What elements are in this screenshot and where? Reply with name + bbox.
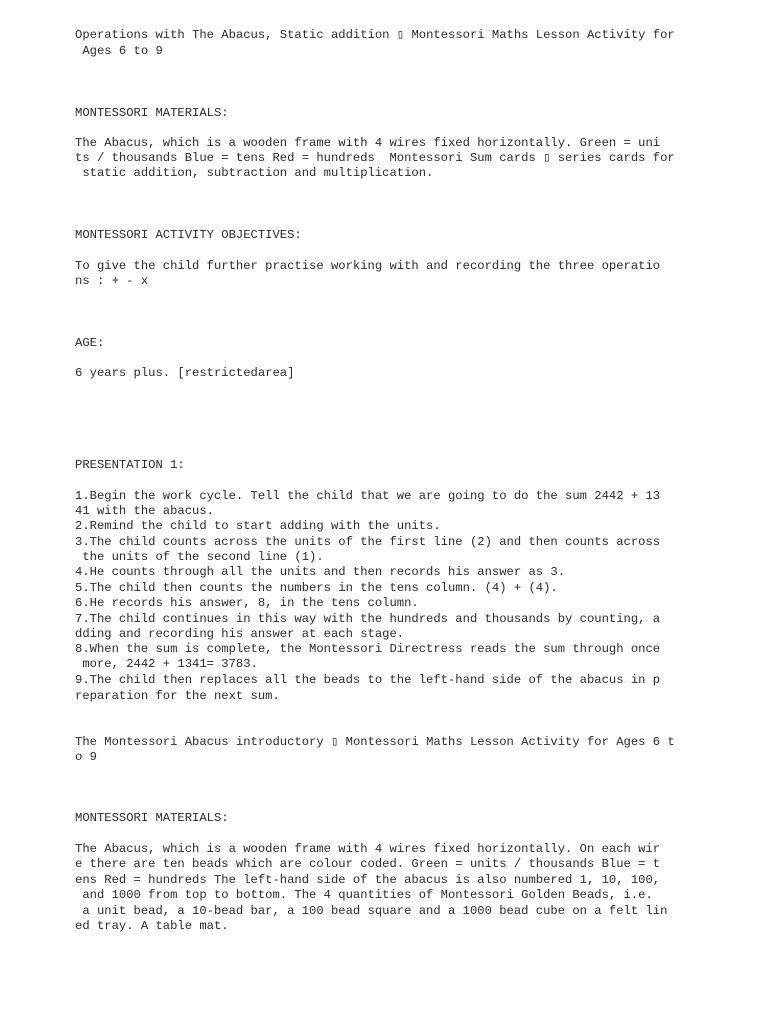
section-heading-age: AGE:	[75, 336, 105, 350]
section-heading-materials: MONTESSORI MATERIALS:	[75, 811, 229, 825]
presentation-step-line: 8.When the sum is complete, the Montessori Directress reads the sum through once	[75, 642, 661, 656]
section-heading-presentation: PRESENTATION 1:	[75, 458, 185, 472]
presentation-step-line: the units of the second line (1).	[75, 550, 324, 564]
presentation-step-line: 4.He counts through all the units and then records his answer as 3.	[75, 565, 566, 579]
presentation-step-line: 1.Begin the work cycle. Tell the child that we are going to do the sum 2442 + 13	[75, 489, 661, 503]
materials-text-line: ens Red = hundreds The left-hand side of the abacus is also numbered 1, 10, 100,	[75, 873, 661, 887]
presentation-step-line: reparation for the next sum.	[75, 689, 280, 703]
materials-text-line: ed tray. A table mat.	[75, 919, 229, 933]
materials-text-line: The Abacus, which is a wooden frame with 4 wires fixed horizontally. Green = uni	[75, 136, 661, 150]
presentation-step-line: more, 2442 + 1341= 3783.	[75, 657, 258, 671]
presentation-step-line: dding and recording his answer at each stage.	[75, 627, 405, 641]
materials-text-line: e there are ten beads which are colour coded. Green = units / thousands Blue = t	[75, 857, 661, 871]
doc-subtitle-line-1: The Montessori Abacus introductory ▯ Montessori Maths Lesson Activity for Ages 6 t	[75, 735, 675, 749]
section-heading-materials: MONTESSORI MATERIALS:	[75, 106, 229, 120]
presentation-step-line: 3.The child counts across the units of the first line (2) and then counts across	[75, 535, 661, 549]
materials-text-line: and 1000 from top to bottom. The 4 quantities of Montessori Golden Beads, i.e.	[75, 888, 653, 902]
objectives-text-line: ns : + - x	[75, 274, 149, 288]
presentation-step-line: 41 with the abacus.	[75, 504, 214, 518]
objectives-text-line: To give the child further practise working with and recording the three operatio	[75, 259, 661, 273]
presentation-step-line: 7.The child continues in this way with the hundreds and thousands by counting, a	[75, 612, 661, 626]
section-heading-objectives: MONTESSORI ACTIVITY OBJECTIVES:	[75, 228, 302, 242]
presentation-step-line: 9.The child then replaces all the beads to the left-hand side of the abacus in p	[75, 673, 661, 687]
materials-text-line: a unit bead, a 10-bead bar, a 100 bead square and a 1000 bead cube on a felt lin	[75, 904, 668, 918]
age-text: 6 years plus. [restrictedarea]	[75, 366, 295, 380]
materials-text-line: ts / thousands Blue = tens Red = hundreds Montessori Sum cards ▯ series cards for	[75, 151, 675, 165]
doc-title-line-1: Operations with The Abacus, Static addition ▯ Montessori Maths Lesson Activity for	[75, 28, 675, 42]
presentation-step-line: 6.He records his answer, 8, in the tens column.	[75, 596, 419, 610]
presentation-step-line: 2.Remind the child to start adding with the units.	[75, 519, 441, 533]
presentation-step-line: 5.The child then counts the numbers in the tens column. (4) + (4).	[75, 581, 558, 595]
doc-title-line-2: Ages 6 to 9	[75, 44, 163, 58]
doc-subtitle-line-2: o 9	[75, 750, 97, 764]
materials-text-line: static addition, subtraction and multiplication.	[75, 166, 434, 180]
materials-text-line: The Abacus, which is a wooden frame with 4 wires fixed horizontally. On each wir	[75, 842, 661, 856]
